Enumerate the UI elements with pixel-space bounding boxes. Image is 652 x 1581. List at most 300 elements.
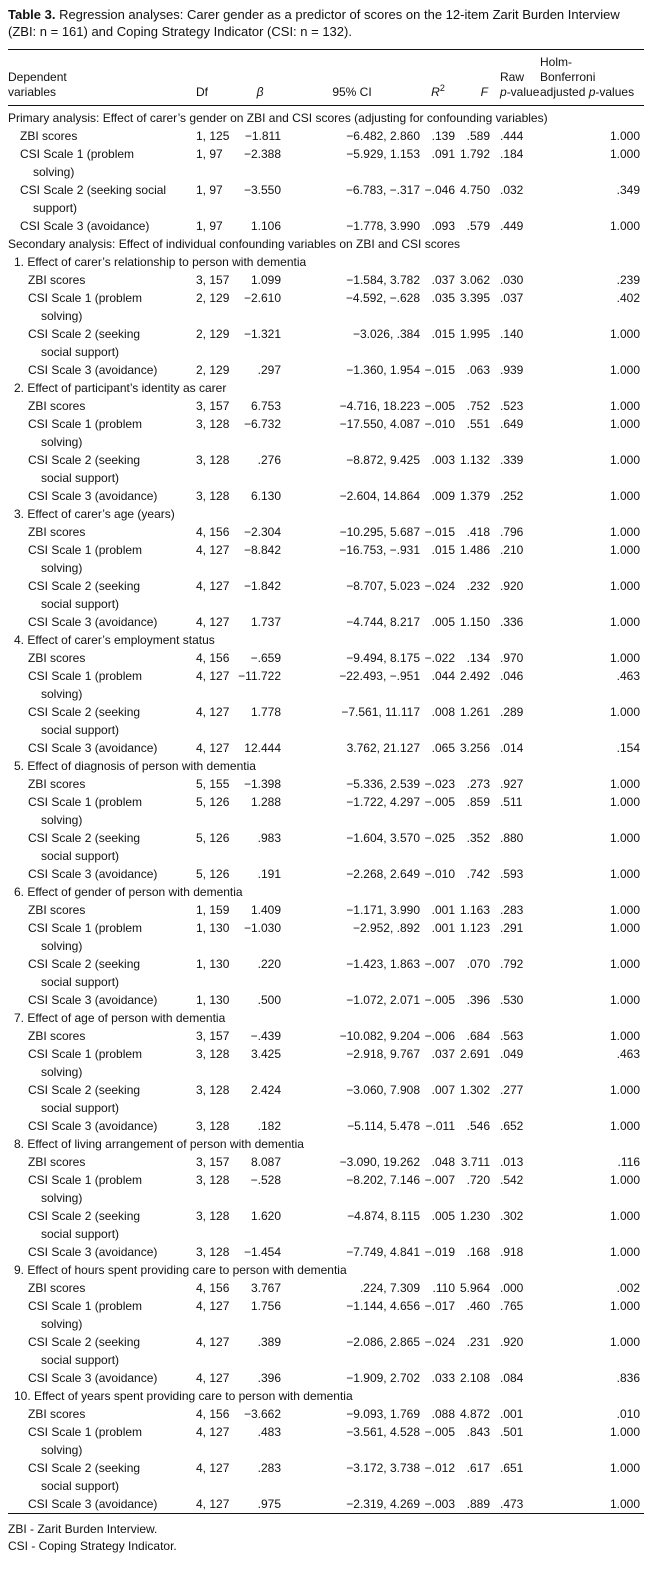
regression-table bbox=[8, 49, 644, 1514]
footnote-zbi: ZBI - Zarit Burden Interview. bbox=[8, 1522, 158, 1537]
dependent-variable-label bbox=[8, 739, 196, 757]
cell-r-squared: .033 bbox=[431, 1371, 455, 1386]
cell-r-squared: .005 bbox=[431, 615, 455, 630]
section-title: 3. Effect of carer’s age (years) bbox=[14, 507, 175, 522]
cell-holm-p-value: .349 bbox=[616, 183, 640, 198]
cell-beta: 6.130 bbox=[250, 489, 281, 504]
cell-beta: .297 bbox=[257, 363, 281, 378]
section-row bbox=[8, 1387, 644, 1405]
label-line: social support) bbox=[41, 975, 120, 990]
section-title: 5. Effect of diagnosis of person with dementia bbox=[14, 759, 256, 774]
cell-raw-p-value: .523 bbox=[500, 399, 524, 414]
cell-beta: 6.753 bbox=[250, 399, 281, 414]
cell-raw-p-value: .652 bbox=[500, 1119, 524, 1134]
table-caption bbox=[8, 6, 644, 40]
cell-beta: −1.811 bbox=[244, 129, 281, 144]
cell-raw-p-value: .001 bbox=[500, 1407, 524, 1422]
cell-raw-p-value: .530 bbox=[500, 993, 524, 1008]
label-line: CSI Scale 2 (seeking bbox=[28, 957, 141, 972]
table-row bbox=[8, 613, 644, 631]
cell-95ci: −1.604, 3.570 bbox=[346, 831, 420, 846]
p-symbol: p bbox=[588, 85, 596, 100]
cell-holm-p-value: 1.000 bbox=[609, 831, 640, 846]
label-line: CSI Scale 2 (seeking bbox=[28, 1209, 141, 1224]
label-line: CSI Scale 3 (avoidance) bbox=[28, 615, 158, 630]
cell-holm-p-value: 1.000 bbox=[609, 399, 640, 414]
cell-r-squared: .037 bbox=[431, 273, 455, 288]
label-line: social support) bbox=[41, 723, 120, 738]
cell-r-squared: −.011 bbox=[425, 1119, 455, 1134]
cell-df: 3, 157 bbox=[196, 399, 230, 414]
cell-raw-p-value: .252 bbox=[500, 489, 524, 504]
table-caption-text: Regression analyses: Carer gender as a predictor of scores on the 12-item Zarit Burden Interview (ZBI: n = 161) and Coping Strategy Indicator (CSI: n = 132). bbox=[8, 7, 620, 40]
cell-beta: .182 bbox=[257, 1119, 281, 1134]
table-row bbox=[8, 1243, 644, 1261]
cell-r-squared: .015 bbox=[431, 327, 455, 342]
cell-beta: 8.087 bbox=[250, 1155, 281, 1170]
cell-raw-p-value: .046 bbox=[500, 669, 524, 684]
cell-95ci: −3.060, 7.908 bbox=[346, 1083, 420, 1098]
cell-f: .617 bbox=[466, 1461, 490, 1476]
cell-f: 3.062 bbox=[459, 273, 490, 288]
cell-holm-p-value: 1.000 bbox=[609, 543, 640, 558]
table-row bbox=[8, 739, 644, 757]
label-line: ZBI scores bbox=[28, 273, 86, 288]
header-line: Bonferroni bbox=[540, 70, 596, 85]
cell-r-squared: −.007 bbox=[424, 1173, 455, 1188]
header-line: adjusted p-values bbox=[540, 85, 635, 100]
cell-f: .232 bbox=[466, 579, 490, 594]
cell-raw-p-value: .013 bbox=[500, 1155, 524, 1170]
table-row bbox=[8, 181, 644, 217]
cell-95ci: −2.918, 9.767 bbox=[346, 1047, 420, 1062]
cell-df: 5, 126 bbox=[196, 795, 230, 810]
cell-95ci: −17.550, 4.087 bbox=[339, 417, 420, 432]
cell-95ci: −3.561, 4.528 bbox=[346, 1425, 420, 1440]
cell-raw-p-value: .920 bbox=[500, 1335, 524, 1350]
dependent-variable-label bbox=[8, 325, 196, 361]
label-line: CSI Scale 1 (problem bbox=[28, 1299, 143, 1314]
header-df: Df bbox=[196, 50, 236, 106]
cell-95ci: −6.783, −.317 bbox=[345, 183, 420, 198]
cell-r-squared: −.024 bbox=[424, 579, 455, 594]
cell-f: .070 bbox=[466, 957, 490, 972]
cell-95ci: −3.090, 19.262 bbox=[339, 1155, 420, 1170]
label-line: ZBI scores bbox=[28, 1029, 86, 1044]
cell-df: 1, 97 bbox=[196, 183, 223, 198]
section-row bbox=[8, 106, 644, 128]
cell-95ci: −1.909, 2.702 bbox=[346, 1371, 420, 1386]
p-symbol: p bbox=[500, 85, 507, 100]
dependent-variable-label bbox=[8, 1333, 196, 1369]
section-row bbox=[8, 631, 644, 649]
label-line: CSI Scale 3 (avoidance) bbox=[28, 741, 158, 756]
table-row bbox=[8, 361, 644, 379]
cell-f: .546 bbox=[466, 1119, 490, 1134]
cell-beta: 2.424 bbox=[250, 1083, 281, 1098]
cell-95ci: −8.707, 5.023 bbox=[346, 579, 420, 594]
cell-df: 3, 128 bbox=[196, 417, 230, 432]
dependent-variable-label bbox=[8, 1369, 196, 1387]
label-line: CSI Scale 2 (seeking bbox=[28, 453, 141, 468]
dependent-variable-label bbox=[8, 775, 196, 793]
label-line: CSI Scale 3 (avoidance) bbox=[28, 363, 158, 378]
cell-95ci: −22.493, −.951 bbox=[339, 669, 420, 684]
cell-df: 3, 128 bbox=[196, 1245, 230, 1260]
cell-df: 3, 128 bbox=[196, 489, 230, 504]
cell-r-squared: .001 bbox=[431, 903, 455, 918]
cell-df: 1, 97 bbox=[196, 219, 223, 234]
cell-df: 1, 130 bbox=[196, 921, 230, 936]
cell-df: 4, 127 bbox=[196, 1299, 230, 1314]
cell-f: .352 bbox=[466, 831, 490, 846]
table-row bbox=[8, 451, 644, 487]
header-beta bbox=[236, 50, 284, 106]
cell-f: .889 bbox=[466, 1497, 490, 1512]
cell-r-squared: −.025 bbox=[424, 831, 455, 846]
cell-raw-p-value: .542 bbox=[500, 1173, 524, 1188]
cell-df: 4, 127 bbox=[196, 1371, 230, 1386]
cell-df: 3, 128 bbox=[196, 1083, 230, 1098]
cell-r-squared: .110 bbox=[432, 1281, 455, 1296]
cell-holm-p-value: 1.000 bbox=[609, 1119, 640, 1134]
dependent-variable-label bbox=[8, 181, 196, 217]
cell-raw-p-value: .014 bbox=[500, 741, 524, 756]
cell-beta: .276 bbox=[257, 453, 281, 468]
cell-holm-p-value: .463 bbox=[616, 669, 640, 684]
cell-95ci: −3.026, .384 bbox=[352, 327, 420, 342]
dependent-variable-label bbox=[8, 1405, 196, 1423]
cell-95ci: −7.561, 11.117 bbox=[341, 705, 420, 720]
table-row bbox=[8, 1117, 644, 1135]
cell-95ci: −1.423, 1.863 bbox=[346, 957, 420, 972]
cell-df: 4, 127 bbox=[196, 615, 230, 630]
cell-f: 3.711 bbox=[460, 1155, 490, 1170]
cell-f: 2.492 bbox=[459, 669, 490, 684]
dependent-variable-label bbox=[8, 649, 196, 667]
cell-beta: −.439 bbox=[250, 1029, 281, 1044]
section-title: 6. Effect of gender of person with dementia bbox=[14, 885, 243, 900]
dependent-variable-label bbox=[8, 703, 196, 739]
cell-holm-p-value: 1.000 bbox=[609, 705, 640, 720]
cell-f: 2.691 bbox=[459, 1047, 490, 1062]
cell-95ci: −4.716, 18.223 bbox=[339, 399, 420, 414]
cell-raw-p-value: .501 bbox=[500, 1425, 524, 1440]
header-holm-bonferroni-p-values bbox=[540, 50, 644, 106]
cell-f: 1.230 bbox=[459, 1209, 490, 1224]
cell-df: 1, 130 bbox=[196, 993, 230, 1008]
label-line: CSI Scale 3 (avoidance) bbox=[28, 489, 158, 504]
section-row bbox=[8, 1135, 644, 1153]
cell-f: 1.302 bbox=[459, 1083, 490, 1098]
cell-f: 4.872 bbox=[459, 1407, 490, 1422]
table-row bbox=[8, 217, 644, 235]
label-line: social support) bbox=[41, 1101, 120, 1116]
cell-95ci: 3.762, 21.127 bbox=[346, 741, 420, 756]
cell-r-squared: .001 bbox=[431, 921, 455, 936]
table-row bbox=[8, 397, 644, 415]
cell-df: 3, 128 bbox=[196, 1047, 230, 1062]
cell-holm-p-value: 1.000 bbox=[609, 921, 640, 936]
cell-95ci: −1.171, 3.990 bbox=[346, 903, 420, 918]
label-line: CSI Scale 1 (problem bbox=[28, 291, 143, 306]
cell-beta: 3.767 bbox=[250, 1281, 281, 1296]
beta-symbol: β bbox=[256, 85, 264, 100]
section-row bbox=[8, 757, 644, 775]
dependent-variable-label bbox=[8, 397, 196, 415]
label-line: solving) bbox=[41, 1191, 83, 1206]
cell-df: 4, 127 bbox=[196, 669, 230, 684]
cell-df: 1, 125 bbox=[196, 129, 230, 144]
dependent-variable-label bbox=[8, 577, 196, 613]
cell-df: 2, 129 bbox=[196, 291, 230, 306]
cell-95ci: −1.584, 3.782 bbox=[346, 273, 420, 288]
label-line: solving) bbox=[41, 561, 83, 576]
cell-f: 2.108 bbox=[459, 1371, 490, 1386]
cell-holm-p-value: 1.000 bbox=[609, 1173, 640, 1188]
cell-df: 3, 128 bbox=[196, 1209, 230, 1224]
label-line: CSI Scale 2 (seeking bbox=[28, 327, 141, 342]
label-line: CSI Scale 1 (problem bbox=[28, 669, 143, 684]
table-row bbox=[8, 703, 644, 739]
cell-95ci: −16.753, −.931 bbox=[339, 543, 420, 558]
cell-95ci: −1.072, 2.071 bbox=[346, 993, 420, 1008]
cell-r-squared: .088 bbox=[431, 1407, 455, 1422]
dependent-variable-label bbox=[8, 127, 196, 145]
cell-holm-p-value: 1.000 bbox=[609, 327, 640, 342]
table-row bbox=[8, 325, 644, 361]
cell-df: 3, 157 bbox=[196, 1155, 230, 1170]
cell-r-squared: .009 bbox=[431, 489, 455, 504]
cell-holm-p-value: 1.000 bbox=[609, 1209, 640, 1224]
cell-holm-p-value: 1.000 bbox=[609, 129, 640, 144]
cell-holm-p-value: .154 bbox=[616, 741, 640, 756]
cell-holm-p-value: 1.000 bbox=[609, 363, 640, 378]
cell-beta: .983 bbox=[257, 831, 281, 846]
cell-df: 1, 159 bbox=[196, 903, 230, 918]
table-row bbox=[8, 667, 644, 703]
section-title: 9. Effect of hours spent providing care to person with dementia bbox=[14, 1263, 347, 1278]
cell-r-squared: −.003 bbox=[424, 1497, 455, 1512]
cell-r-squared: −.005 bbox=[424, 399, 455, 414]
cell-beta: .396 bbox=[257, 1371, 281, 1386]
table-row bbox=[8, 289, 644, 325]
cell-holm-p-value: 1.000 bbox=[609, 1029, 640, 1044]
dependent-variable-label bbox=[8, 1297, 196, 1333]
cell-holm-p-value: 1.000 bbox=[609, 1299, 640, 1314]
cell-df: 1, 97 bbox=[196, 147, 223, 162]
label-line: CSI Scale 1 (problem bbox=[28, 1173, 143, 1188]
cell-holm-p-value: 1.000 bbox=[609, 795, 640, 810]
dependent-variable-label bbox=[8, 451, 196, 487]
dependent-variable-label bbox=[8, 487, 196, 505]
cell-95ci: −5.114, 5.478 bbox=[347, 1119, 420, 1134]
label-line: social support) bbox=[41, 471, 120, 486]
table-row bbox=[8, 487, 644, 505]
cell-95ci: −6.482, 2.860 bbox=[346, 129, 420, 144]
section-title: 1. Effect of carer’s relationship to person with dementia bbox=[14, 255, 307, 270]
table-row bbox=[8, 577, 644, 613]
cell-df: 3, 157 bbox=[196, 1029, 230, 1044]
table-row bbox=[8, 1423, 644, 1459]
table-row bbox=[8, 1027, 644, 1045]
cell-beta: 3.425 bbox=[250, 1047, 281, 1062]
dependent-variable-label bbox=[8, 415, 196, 451]
header-line: p-value bbox=[500, 85, 540, 100]
cell-r-squared: −.012 bbox=[424, 1461, 455, 1476]
label-line: social support) bbox=[41, 597, 120, 612]
cell-df: 3, 157 bbox=[196, 273, 230, 288]
dependent-variable-label bbox=[8, 955, 196, 991]
cell-holm-p-value: 1.000 bbox=[609, 903, 640, 918]
cell-95ci: −4.592, −.628 bbox=[345, 291, 420, 306]
label-line: social support) bbox=[41, 849, 120, 864]
cell-raw-p-value: .927 bbox=[500, 777, 524, 792]
cell-df: 4, 156 bbox=[196, 1407, 230, 1422]
label-line: CSI Scale 3 (avoidance) bbox=[28, 993, 158, 1008]
cell-f: 1.132 bbox=[459, 453, 490, 468]
cell-raw-p-value: .049 bbox=[500, 1047, 524, 1062]
cell-raw-p-value: .000 bbox=[500, 1281, 524, 1296]
cell-beta: −3.662 bbox=[243, 1407, 281, 1422]
cell-95ci: −2.319, 4.269 bbox=[346, 1497, 420, 1512]
dependent-variable-label bbox=[8, 1027, 196, 1045]
dependent-variable-label bbox=[8, 289, 196, 325]
dependent-variable-label bbox=[8, 829, 196, 865]
table-row bbox=[8, 649, 644, 667]
label-line: solving) bbox=[33, 165, 75, 180]
f-symbol: F bbox=[480, 85, 488, 100]
header-raw-p-value bbox=[490, 50, 540, 106]
section-title: 10. Effect of years spent providing care to person with dementia bbox=[14, 1389, 353, 1404]
cell-r-squared: −.007 bbox=[424, 957, 455, 972]
label-line: CSI Scale 2 (seeking bbox=[28, 1335, 141, 1350]
cell-beta: 1.778 bbox=[250, 705, 281, 720]
cell-f: .859 bbox=[466, 795, 490, 810]
cell-raw-p-value: .920 bbox=[500, 579, 524, 594]
cell-f: 1.261 bbox=[459, 705, 490, 720]
cell-r-squared: .037 bbox=[431, 1047, 455, 1062]
cell-95ci: .224, 7.309 bbox=[359, 1281, 420, 1296]
cell-r-squared: −.023 bbox=[424, 777, 455, 792]
cell-df: 2, 129 bbox=[196, 327, 230, 342]
cell-holm-p-value: .463 bbox=[616, 1047, 640, 1062]
cell-f: .418 bbox=[466, 525, 490, 540]
cell-r-squared: .015 bbox=[431, 543, 455, 558]
label-line: solving) bbox=[41, 1443, 83, 1458]
cell-beta: .389 bbox=[257, 1335, 281, 1350]
cell-f: .551 bbox=[466, 417, 490, 432]
r-superscript: 2 bbox=[439, 83, 445, 94]
dependent-variable-label bbox=[8, 1243, 196, 1261]
cell-f: 1.486 bbox=[459, 543, 490, 558]
cell-f: .063 bbox=[466, 363, 490, 378]
cell-raw-p-value: .277 bbox=[500, 1083, 524, 1098]
cell-f: .684 bbox=[466, 1029, 490, 1044]
cell-f: 1.379 bbox=[459, 489, 490, 504]
cell-beta: −2.610 bbox=[243, 291, 281, 306]
table-row bbox=[8, 145, 644, 181]
cell-holm-p-value: 1.000 bbox=[609, 525, 640, 540]
cell-f: 1.995 bbox=[459, 327, 490, 342]
table-row bbox=[8, 865, 644, 883]
cell-raw-p-value: .291 bbox=[500, 921, 524, 936]
cell-beta: −1.030 bbox=[243, 921, 281, 936]
cell-raw-p-value: .970 bbox=[500, 651, 524, 666]
cell-df: 4, 127 bbox=[196, 579, 230, 594]
dependent-variable-label bbox=[8, 145, 196, 181]
label-line: social support) bbox=[41, 1227, 120, 1242]
cell-beta: −1.842 bbox=[243, 579, 281, 594]
table-row bbox=[8, 127, 644, 145]
dependent-variable-label bbox=[8, 991, 196, 1009]
cell-beta: −11.722 bbox=[238, 669, 281, 684]
cell-holm-p-value: .836 bbox=[616, 1371, 640, 1386]
cell-holm-p-value: 1.000 bbox=[609, 1245, 640, 1260]
cell-f: .168 bbox=[466, 1245, 490, 1260]
cell-holm-p-value: 1.000 bbox=[609, 777, 640, 792]
cell-raw-p-value: .796 bbox=[500, 525, 524, 540]
dependent-variable-label bbox=[8, 271, 196, 289]
cell-95ci: −5.336, 2.539 bbox=[346, 777, 420, 792]
cell-f: .134 bbox=[466, 651, 490, 666]
dependent-variable-label bbox=[8, 919, 196, 955]
label-line: solving) bbox=[41, 939, 83, 954]
table-row bbox=[8, 901, 644, 919]
dependent-variable-label bbox=[8, 793, 196, 829]
cell-beta: −8.842 bbox=[243, 543, 281, 558]
cell-raw-p-value: .030 bbox=[500, 273, 524, 288]
cell-df: 2, 129 bbox=[196, 363, 230, 378]
cell-raw-p-value: .563 bbox=[500, 1029, 524, 1044]
cell-df: 3, 128 bbox=[196, 1119, 230, 1134]
cell-f: .742 bbox=[466, 867, 490, 882]
cell-95ci: −1.360, 1.954 bbox=[346, 363, 420, 378]
table-row bbox=[8, 271, 644, 289]
cell-df: 4, 127 bbox=[196, 1425, 230, 1440]
section-row bbox=[8, 253, 644, 271]
table-row bbox=[8, 1207, 644, 1243]
cell-f: 1.792 bbox=[459, 147, 490, 162]
cell-beta: −1.321 bbox=[243, 327, 281, 342]
cell-95ci: −10.082, 9.204 bbox=[339, 1029, 420, 1044]
table-row bbox=[8, 1297, 644, 1333]
cell-holm-p-value: .402 bbox=[616, 291, 640, 306]
cell-beta: 1.756 bbox=[250, 1299, 281, 1314]
cell-holm-p-value: 1.000 bbox=[609, 957, 640, 972]
cell-beta: −2.388 bbox=[243, 147, 281, 162]
label-line: CSI Scale 3 (avoidance) bbox=[20, 219, 150, 234]
label-line: CSI Scale 3 (avoidance) bbox=[28, 1245, 158, 1260]
dependent-variable-label bbox=[8, 541, 196, 577]
dependent-variable-label bbox=[8, 1045, 196, 1081]
cell-f: .396 bbox=[466, 993, 490, 1008]
cell-holm-p-value: 1.000 bbox=[609, 1497, 640, 1512]
table-row bbox=[8, 1279, 644, 1297]
cell-r-squared: −.005 bbox=[424, 795, 455, 810]
cell-beta: .500 bbox=[257, 993, 281, 1008]
cell-raw-p-value: .210 bbox=[500, 543, 524, 558]
cell-raw-p-value: .444 bbox=[500, 129, 524, 144]
label-line: CSI Scale 1 (problem bbox=[28, 1047, 143, 1062]
cell-holm-p-value: 1.000 bbox=[609, 1425, 640, 1440]
cell-r-squared: .065 bbox=[431, 741, 455, 756]
cell-raw-p-value: .289 bbox=[500, 705, 524, 720]
cell-r-squared: −.022 bbox=[424, 651, 455, 666]
cell-holm-p-value: 1.000 bbox=[609, 1083, 640, 1098]
cell-holm-p-value: 1.000 bbox=[609, 993, 640, 1008]
cell-95ci: −2.604, 14.864 bbox=[339, 489, 420, 504]
